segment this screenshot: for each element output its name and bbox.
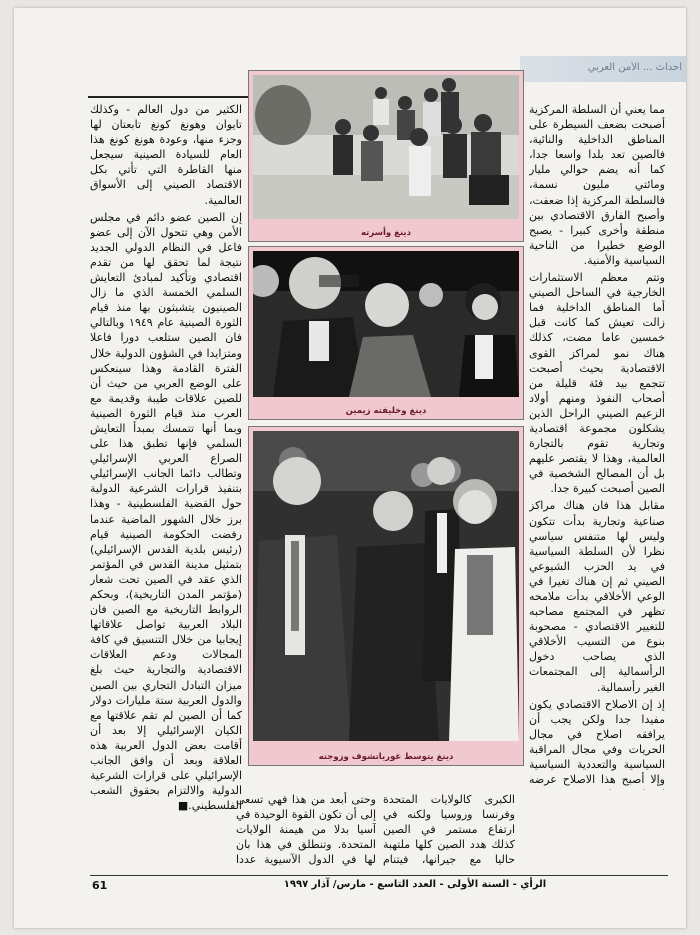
right-text-column: [529, 102, 665, 790]
left-text-column: [90, 102, 242, 860]
paragraph: وتتم معظم الاستثمارات الخارجية في الساحل الصيني أما المناطق الداخلية فما زالت تعيش كما كانت قبل خمسين عاما مضت، كذلك هناك نمو لمراكز القوى الاقتصادية بحيث أصبحت تتجمع بيد فئة قليلة من أصحاب النفوذ ومنهم أولاد الزعيم الصيني الراحل الذين يشكلون مجموعة اقتصادية وتجارية تقوم بالتجارة العالمية، وهذا لا يقتصر عليهم بل أن المصالح الشخصية في الصين أصبحت كبيرة جدا.: [529, 271, 665, 496]
photo-caption: دينغ وخليفته زيمين: [345, 406, 427, 416]
footer-rule: [90, 875, 668, 876]
photo-caption: دينغ يتوسط غورباتشوف وزوجته: [318, 752, 454, 762]
paragraph: إذ إن الاصلاح الاقتصادي يكون مفيدا جدا ولكن يجب أن يرافقه اصلاح في مجال الحريات وفي مجال المراقبة السياسية والتعددية السياسية وإلا أصبح هذا الاصلاح عرضه: [529, 697, 665, 787]
paragraph: مما يعني أن السلطة المركزية أصبحت بضعف السيطرة على المناطق الداخلية والنائية، فالصين تعد بلدا واسعا جدا، كما أنه يضم حوالي مليار ومائتي مليون نسمة، فالسلطة المركزية إذا ضعفت، وأصبح الفارق الاقتصادي بين منطقة وأخرى كبيرا - يصبح الوضع خطيرا من الناحية السياسية والأمنية.: [529, 103, 665, 267]
photo-successor-frame: [248, 246, 524, 420]
photo-caption: دينغ وأسرته: [361, 228, 411, 238]
paragraph: الكثير من دول العالم - وكذلك تايوان وهونغ كونغ تابعتان لها وجزء منها، وعودة هونغ كونغ هذا العام للسيادة الصينية سيجعل منها القاطرة التي تأتي بكل الاقتصاد الصيني إلى الأسواق العالمية.: [90, 103, 242, 207]
footer-text: الرأي - السنة الأولى - العدد التاسع - مارس/ آذار ١٩٩٧: [283, 879, 547, 890]
paragraph: وحتى أبعد من هذا فهي تسعى إلى أن تكون القوة الوحيدة في آسيا بدلا من هيمنة الولايات المتحدة. وتنطلق في هذا بان لها في الدول الآسيوية عددا: [236, 793, 376, 867]
page-number: 61: [92, 879, 108, 892]
photo-gorbachev: [253, 431, 519, 741]
photo-successor: [253, 251, 519, 397]
middle-bottom-column-2: [236, 792, 376, 868]
paragraph: مقابل هذا فان هناك مراكز صناعية وتجارية بدأت تتكون وليس لها متنفس سياسي نظرا لأن السلطة السياسية في يد الحزب الشيوعي الصيني ثم إن هناك تغيرا في الوعي الأخلاقي بدأت ملامحه تظهر في المجتمع مصاحبه للتغيير الاقتصادي - مصحوبة بنوع من التسيب الأخلاقي الذي يصاحب دخول الرأسمالية إلى المجتمعات الغير رأسمالية.: [529, 499, 665, 694]
photo-family-frame: [248, 70, 524, 242]
photo-family: [253, 75, 519, 219]
paragraph: إن الصين عضو دائم في مجلس الأمن وهي تتحول الآن إلى عضو فاعل في النظام الدولي الجديد نتيجة لما تحقق لها من تقدم اقتصادي وتأكيد لمبادئ التعايش السلمي الخمسة الذي ما زال الصينيون يتشبثون بها منذ قيام الثورة الصينية عام ١٩٤٩ وبالتالي فان الصين ستلعب دورا فاعلا ومتزايدا في الشؤون الدولية خلال الفترة القادمة وهذا سينعكس على الوضع العربي من حيث أن للصين علاقات طيبة وقديمة مع العرب منذ قيام الثورة الصينية وبما أنها تتمسك بمبدأ التعايش السلمي فإنها تطبق هذا على الصراع العربي الإسرائيلي وتطالب دائما الجانب الإسرائيلي بتنفيذ قرارات الشرعية الدولية حول القضية الفلسطينية - وهذا برز خلال الشهور الماضية عندما رفضت الحكومة الصينية قيام (رئيس بلدية القدس الإسرائيلي) بتمثيل مدينة القدس في المؤتمر الذي عقد في الصين تحت شعار (مؤتمر المدن التاريخية)، وبحكم الروابط التاريخية مع الصين فان البلاد العربية تواصل علاقاتها إيجابيا من خلال التنسيق في كافة المجالات ودعم العلاقات الاقتصادية والتجارية حيث بلغ ميزان التبادل التجاري بين الصين والدول العربية ستة مليارات دولار كما أن الصين لم تقم علاقتها مع الكيان الإسرائيلي إلا بعد أن أقامت بعض الدول العربية هذه العلاقة وبعد أن وافق الجانب الإسرائيلي على قرارات الشرعية الدولية والالتزام بحقوق الشعب الفلسطيني.■: [90, 210, 242, 813]
section-rule: [88, 96, 248, 98]
top-strip-text: أحداث ... الأمن العربي: [587, 62, 682, 73]
photo-gorbachev-frame: [248, 426, 524, 766]
paragraph: الكبرى كالولايات المتحدة وفرنسا وروسيا ولكنه في ارتفاع مستمر في الصين كذلك هدد الصين كلها ملتهبة حاليا مع جيرانها، فيتنام: [383, 793, 515, 867]
middle-bottom-column-1: [383, 792, 515, 868]
